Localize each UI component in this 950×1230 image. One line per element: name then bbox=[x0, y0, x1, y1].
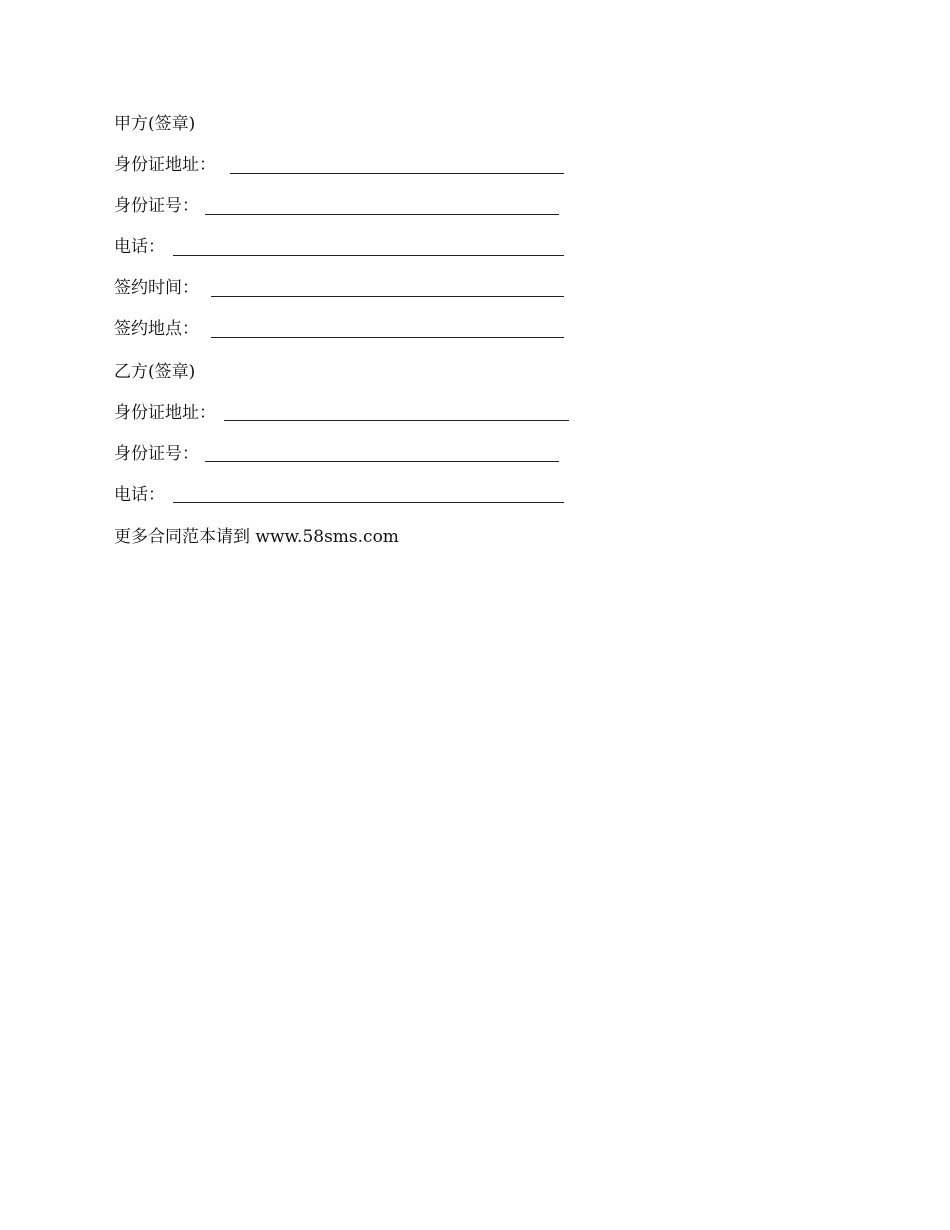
party-a-sign-time-row bbox=[114, 276, 199, 300]
party-b-id-address-label: 身份证地址： bbox=[114, 403, 216, 423]
party-a-sign-time-label: 签约时间： bbox=[114, 278, 199, 298]
party-a-sign-place-row bbox=[114, 317, 199, 341]
party-a-id-address-label: 身份证地址： bbox=[114, 155, 216, 175]
party-a-phone-label: 电话： bbox=[114, 237, 165, 257]
party-a-sign-place-label: 签约地点： bbox=[114, 319, 199, 339]
party-a-id-address-row bbox=[114, 153, 216, 177]
party-a-id-number-row bbox=[114, 194, 199, 218]
party-a-id-number-blank[interactable] bbox=[205, 214, 559, 215]
party-a-title-text: 甲方(签章) bbox=[114, 114, 196, 134]
footer-more-contracts bbox=[114, 525, 399, 549]
party-b-phone-label: 电话： bbox=[114, 485, 165, 505]
party-a-id-number-label: 身份证号： bbox=[114, 196, 199, 216]
party-b-title bbox=[114, 360, 195, 384]
party-b-id-address-blank[interactable] bbox=[224, 420, 569, 421]
party-b-id-number-label: 身份证号： bbox=[114, 444, 199, 464]
party-a-sign-place-blank[interactable] bbox=[211, 337, 564, 338]
party-a-id-address-blank[interactable] bbox=[230, 173, 564, 174]
footer-more-text: 更多合同范本请到 www.58sms.com bbox=[114, 527, 399, 547]
party-b-id-number-blank[interactable] bbox=[205, 461, 559, 462]
party-b-title-text: 乙方(签章) bbox=[114, 362, 196, 382]
party-a-sign-time-blank[interactable] bbox=[211, 296, 564, 297]
party-a-title bbox=[114, 112, 195, 136]
party-b-phone-row bbox=[114, 483, 165, 507]
party-b-id-address-row bbox=[114, 401, 216, 425]
party-a-phone-row bbox=[114, 235, 165, 259]
party-b-id-number-row bbox=[114, 442, 199, 466]
party-a-phone-blank[interactable] bbox=[173, 255, 564, 256]
party-b-phone-blank[interactable] bbox=[173, 502, 564, 503]
